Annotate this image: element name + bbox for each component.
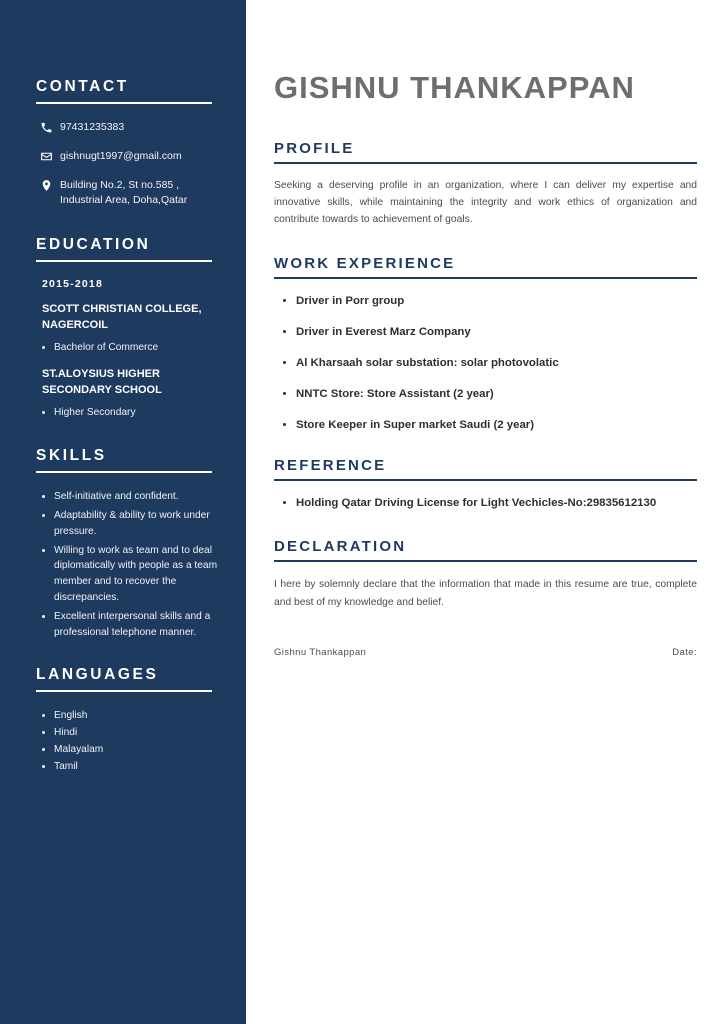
contact-divider: [36, 102, 212, 104]
work-experience-list: [274, 293, 697, 435]
list-item: • Bachelor of Commerce: [54, 340, 224, 356]
skills-list: [36, 489, 224, 640]
education-heading: EDUCATION: [36, 235, 151, 253]
education-school-2: ST.ALOYSIUS HIGHER SECONDARY SCHOOL: [42, 368, 162, 397]
reference-list: [274, 495, 697, 513]
list-item: • Self-initiative and confident.: [54, 489, 224, 505]
list-item: • Driver in Everest Marz Company: [296, 324, 697, 341]
list-item: • Store Keeper in Super market Saudi (2 year): [296, 417, 697, 434]
contact-item-address: [36, 178, 224, 206]
contact-phone-text: 97431235383: [60, 121, 125, 133]
contact-email-text: gishnugt1997@gmail.com: [60, 150, 182, 163]
list-item: • Hindi: [54, 725, 224, 741]
declaration-text: I here by solemnly declare that the information that made in this resume are true, complete and best of my knowledge and belief.: [274, 579, 697, 608]
list-item: • Willing to work as team and to deal diplomatically with people as a team member and to recover the discrepancies.: [54, 543, 224, 606]
list-item: • Tamil: [54, 759, 224, 775]
date-label: Date:: [672, 647, 697, 659]
work-experience-divider: [274, 277, 697, 279]
main-content: [246, 0, 725, 1024]
profile-heading: PROFILE: [274, 140, 355, 157]
list-item: • English: [54, 708, 224, 724]
signature-row: [274, 647, 697, 658]
contact-heading: CONTACT: [36, 78, 129, 95]
phone-icon: [36, 120, 56, 134]
list-item: • Higher Secondary: [54, 405, 224, 421]
location-pin-icon: [36, 178, 56, 192]
education-year: 2015-2018: [42, 277, 104, 290]
reference-heading: REFERENCE: [274, 456, 387, 474]
profile-divider: [274, 162, 697, 164]
list-item: • NNTC Store: Store Assistant (2 year): [296, 386, 697, 403]
contact-item-phone: [36, 120, 224, 134]
contact-list: [36, 120, 224, 207]
list-item: • Al Kharsaah solar substation: solar photovolatic: [296, 355, 697, 372]
declaration-divider: [274, 560, 697, 562]
list-item: • Malayalam: [54, 742, 224, 758]
list-item: • Driver in Porr group: [296, 293, 697, 310]
education-school-1: SCOTT CHRISTIAN COLLEGE, NAGERCOIL: [42, 302, 202, 331]
work-experience-heading: WORK EXPERIENCE: [274, 254, 456, 272]
list-item: • Holding Qatar Driving License for Light Vechicles-No:29835612130: [296, 495, 697, 513]
signature-name: Gishnu Thankappan: [274, 647, 367, 659]
contact-item-email: [36, 149, 224, 163]
candidate-name: GISHNU THANKAPPAN: [274, 70, 635, 105]
education-divider: [36, 260, 212, 262]
languages-heading: LANGUAGES: [36, 666, 159, 684]
declaration-heading: DECLARATION: [274, 538, 407, 556]
sidebar: [0, 0, 246, 1024]
languages-list: [36, 708, 224, 774]
education-details-1: [36, 340, 224, 356]
envelope-icon: [36, 149, 56, 163]
profile-text: Seeking a deserving profile in an organization, where I can deliver my expertise and innovative skills, while maintaining the integrity and work ethics of organization and contribute towards to achievement of goals.: [274, 180, 697, 225]
education-details-2: [36, 405, 224, 421]
skills-divider: [36, 471, 212, 473]
languages-divider: [36, 690, 212, 692]
list-item: • Excellent interpersonal skills and a professional telephone manner.: [54, 609, 224, 641]
list-item: • Adaptability & ability to work under pressure.: [54, 508, 224, 540]
contact-address-text: Building No.2, St no.585 , Industrial Area, Doha,Qatar: [60, 179, 188, 206]
skills-heading: SKILLS: [36, 447, 107, 465]
reference-divider: [274, 479, 697, 481]
